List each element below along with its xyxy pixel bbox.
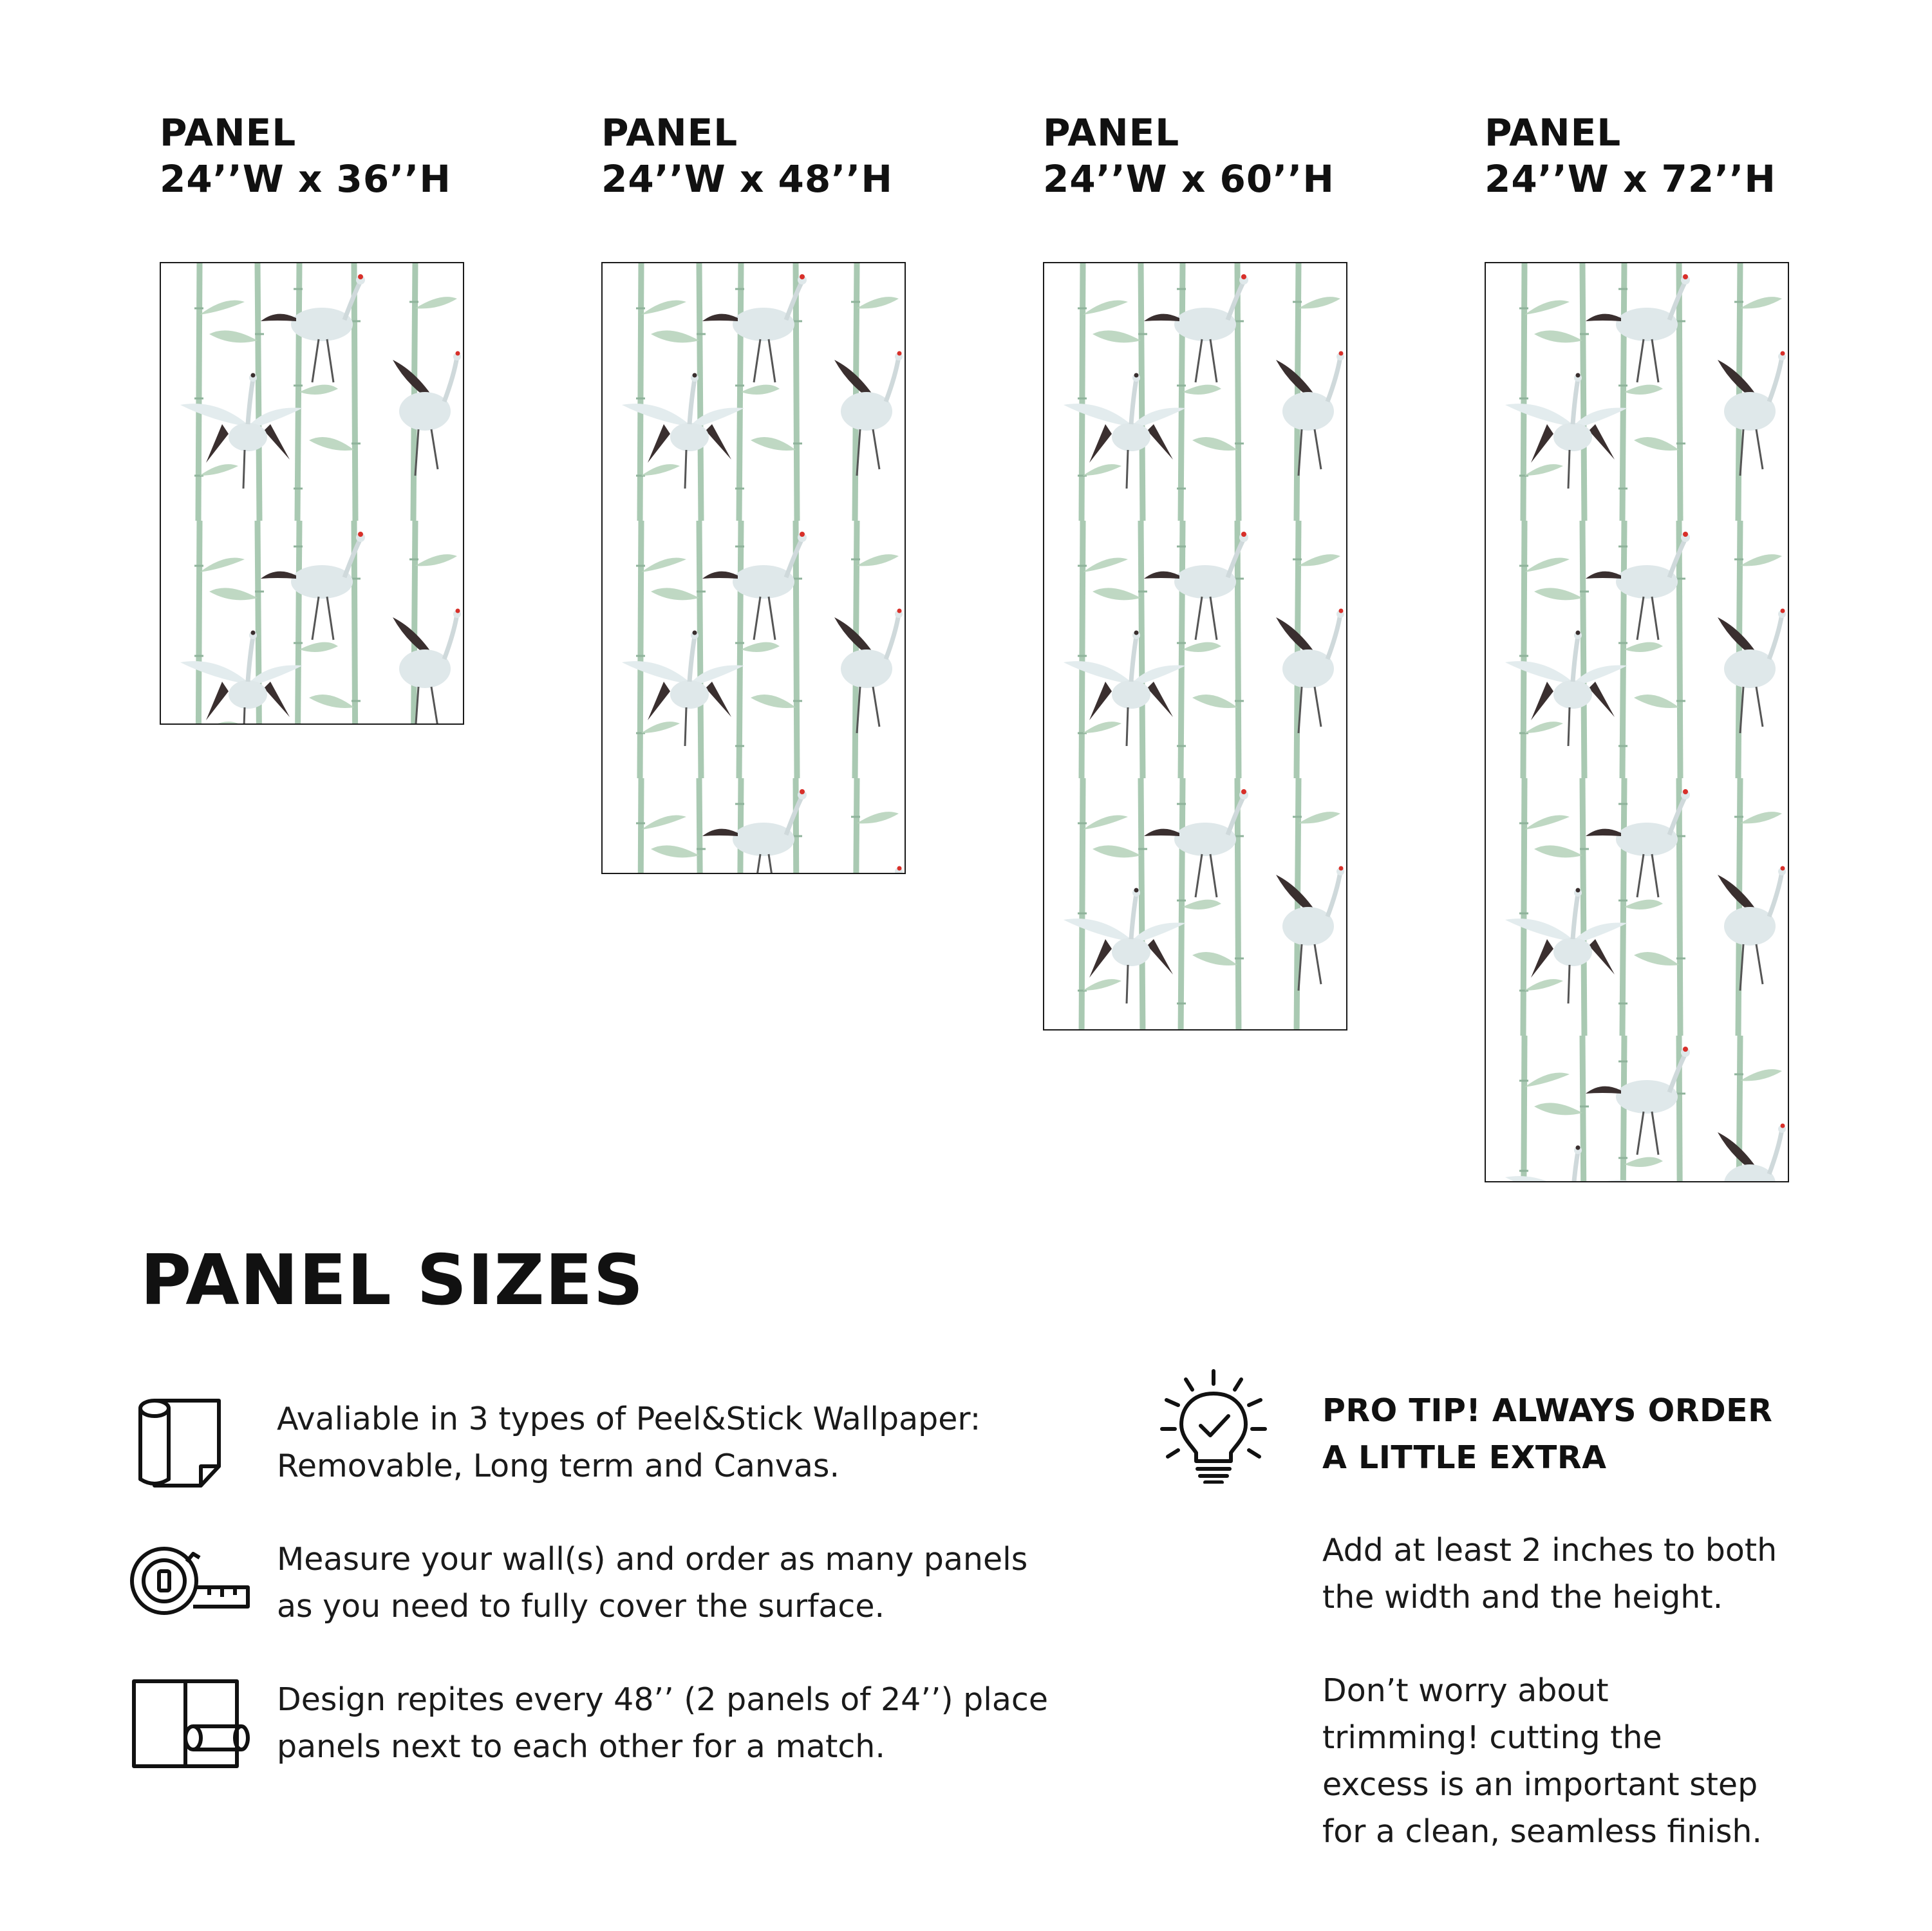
panel-3-heading bbox=[1043, 109, 1335, 202]
panel-3-label: PANEL bbox=[1043, 111, 1180, 154]
feature-2-line-1: Measure your wall(s) and order as many panels bbox=[277, 1541, 1028, 1578]
panel-4-label: PANEL bbox=[1485, 111, 1622, 154]
tip-title-line-2: A LITTLE EXTRA bbox=[1322, 1439, 1607, 1476]
pattern-repeat-icon bbox=[129, 1676, 251, 1773]
section-title: PANEL SIZES bbox=[140, 1240, 644, 1321]
tip-p2-line-1: Don’t worry about bbox=[1322, 1672, 1609, 1709]
tip-paragraph-2 bbox=[1322, 1667, 1762, 1855]
tip-p2-line-3: excess is an important step bbox=[1322, 1766, 1758, 1803]
panel-2-label: PANEL bbox=[601, 111, 738, 154]
panel-1-size: 24’’W x 36’’H bbox=[160, 157, 451, 201]
crane-pattern-image bbox=[1044, 263, 1346, 1029]
feature-repeat bbox=[129, 1676, 1107, 1786]
tip-title-line-1: PRO TIP! ALWAYS ORDER bbox=[1322, 1392, 1773, 1429]
crane-pattern-image bbox=[161, 263, 463, 723]
tip-paragraph-1 bbox=[1322, 1527, 1777, 1621]
tape-measure-icon bbox=[129, 1536, 251, 1632]
panel-3-size: 24’’W x 60’’H bbox=[1043, 157, 1335, 201]
panel-1-swatch bbox=[160, 262, 464, 725]
panel-4-heading bbox=[1485, 109, 1776, 202]
feature-3-line-1: Design repites every 48’’ (2 panels of 24’’) place bbox=[277, 1681, 1048, 1718]
panel-1-label: PANEL bbox=[160, 111, 297, 154]
wallpaper-roll-icon bbox=[129, 1395, 251, 1492]
tip-p2-line-4: for a clean, seamless finish. bbox=[1322, 1813, 1763, 1850]
feature-3-line-2: panels next to each other for a match. bbox=[277, 1728, 885, 1765]
panel-1-heading bbox=[160, 109, 451, 202]
feature-1-line-1: Avaliable in 3 types of Peel&Stick Wallpaper: bbox=[277, 1401, 981, 1437]
panel-4-swatch bbox=[1485, 262, 1789, 1182]
feature-wallpaper-types bbox=[129, 1395, 1107, 1505]
panel-2-heading bbox=[601, 109, 893, 202]
tip-title bbox=[1322, 1387, 1772, 1481]
crane-pattern-image bbox=[603, 263, 905, 873]
feature-measure bbox=[129, 1536, 1107, 1645]
panel-2-swatch bbox=[601, 262, 906, 874]
tip-p1-line-1: Add at least 2 inches to both bbox=[1322, 1532, 1777, 1569]
panel-2-size: 24’’W x 48’’H bbox=[601, 157, 893, 201]
tip-p1-line-2: the width and the height. bbox=[1322, 1579, 1723, 1616]
panel-3-swatch bbox=[1043, 262, 1347, 1031]
feature-1-line-2: Removable, Long term and Canvas. bbox=[277, 1448, 840, 1484]
lightbulb-check-icon bbox=[1159, 1368, 1268, 1484]
crane-pattern-image bbox=[1486, 263, 1788, 1181]
feature-2-line-2: as you need to fully cover the surface. bbox=[277, 1588, 885, 1625]
tip-p2-line-2: trimming! cutting the bbox=[1322, 1719, 1662, 1756]
panel-4-size: 24’’W x 72’’H bbox=[1485, 157, 1776, 201]
